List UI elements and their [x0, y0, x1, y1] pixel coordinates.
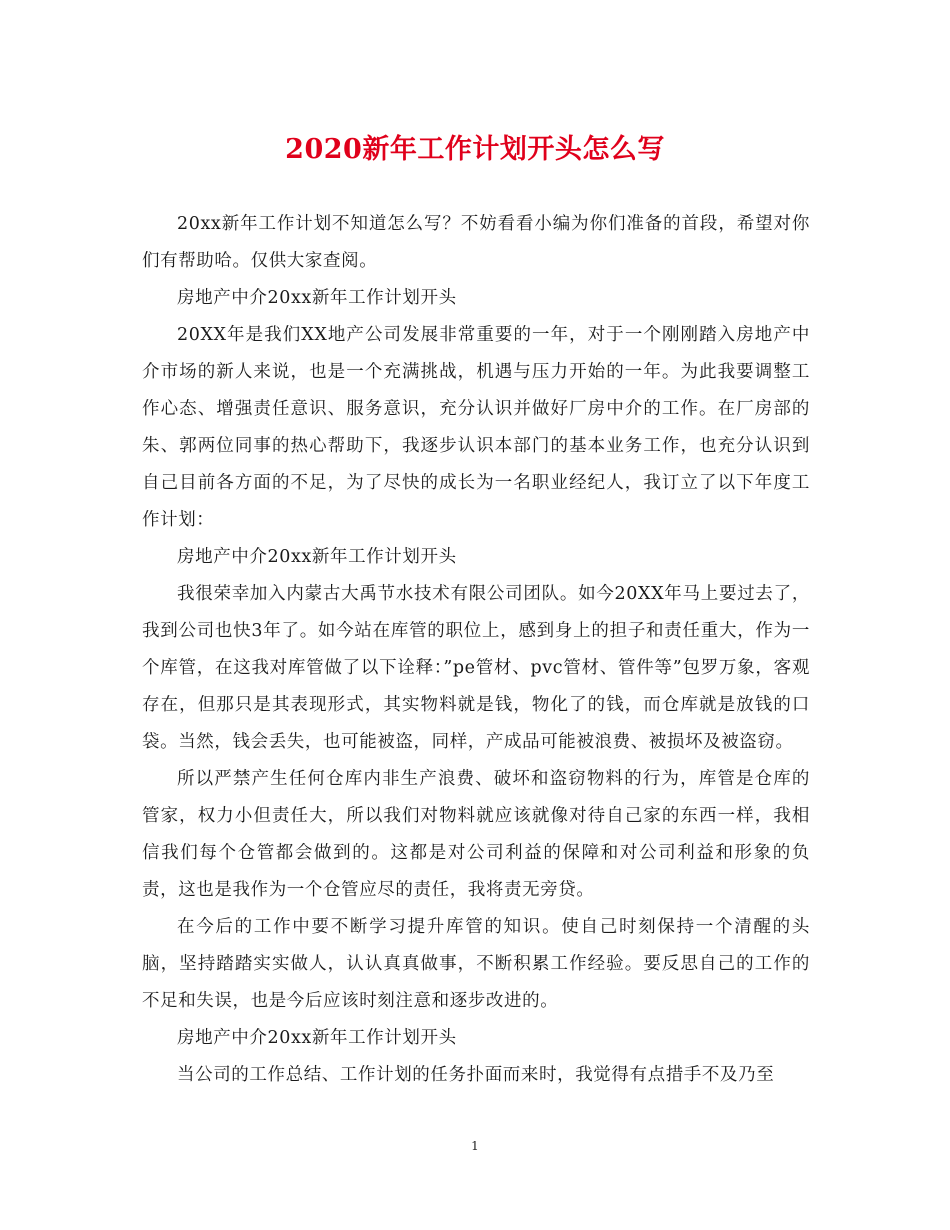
document-title: 2020新年工作计划开头怎么写 [285, 134, 665, 165]
paragraph: 所以严禁产生任何仓库内非生产浪费、破坏和盗窃物料的行为，库管是仓库的管家，权力小但责任大，所以我们对物料就应该就像对待自己家的东西一样，我相信我们每个仓管都会做到的。这都是对公司利益的保障和对公司利益和形象的负责，这也是我作为一个仓管应尽的责任，我将责无旁贷。 [142, 769, 810, 900]
paragraph: 我很荣幸加入内蒙古大禹节水技术有限公司团队。如今20XX年马上要过去了，我到公司也快3年了。如今站在库管的职位上，感到身上的担子和责任重大，作为一个库管，在这我对库管做了以下诠释：”pe管材、pvc管材、管件等”包罗万象，客观存在，但那只是其表现形式，其实物料就是钱，物化了的钱，而仓库就是放钱的口袋。当然，钱会丢失，也可能被盗，同样，产成品可能被浪费、被损坏及被盗窃。 [142, 584, 810, 752]
section-heading: 房地产中介20xx新年工作计划开头 [177, 288, 457, 308]
paragraph-intro: 20xx新年工作计划不知道怎么写？不妨看看小编为你们准备的首段，希望对你们有帮助哈。仅供大家查阅。 [142, 214, 810, 271]
paragraph: 当公司的工作总结、工作计划的任务扑面而来时，我觉得有点措手不及乃至 [177, 1065, 775, 1085]
page-number: 1 [471, 1139, 479, 1153]
paragraph: 在今后的工作中要不断学习提升库管的知识。使自己时刻保持一个清醒的头脑，坚持踏踏实实做人，认认真真做事，不断积累工作经验。要反思自己的工作的不足和失误，也是今后应该时刻注意和逐步改进的。 [142, 917, 810, 1011]
section-heading: 房地产中介20xx新年工作计划开头 [177, 547, 457, 567]
section-heading: 房地产中介20xx新年工作计划开头 [177, 1028, 457, 1048]
paragraph: 20XX年是我们XX地产公司发展非常重要的一年，对于一个刚刚踏入房地产中介市场的新人来说，也是一个充满挑战，机遇与压力开始的一年。为此我要调整工作心态、增强责任意识、服务意识，充分认识并做好厂房中介的工作。在厂房部的朱、郭两位同事的热心帮助下，我逐步认识本部门的基本业务工作，也充分认识到自己目前各方面的不足，为了尽快的成长为一名职业经纪人，我订立了以下年度工作计划： [142, 325, 810, 530]
document-body [142, 206, 810, 1094]
